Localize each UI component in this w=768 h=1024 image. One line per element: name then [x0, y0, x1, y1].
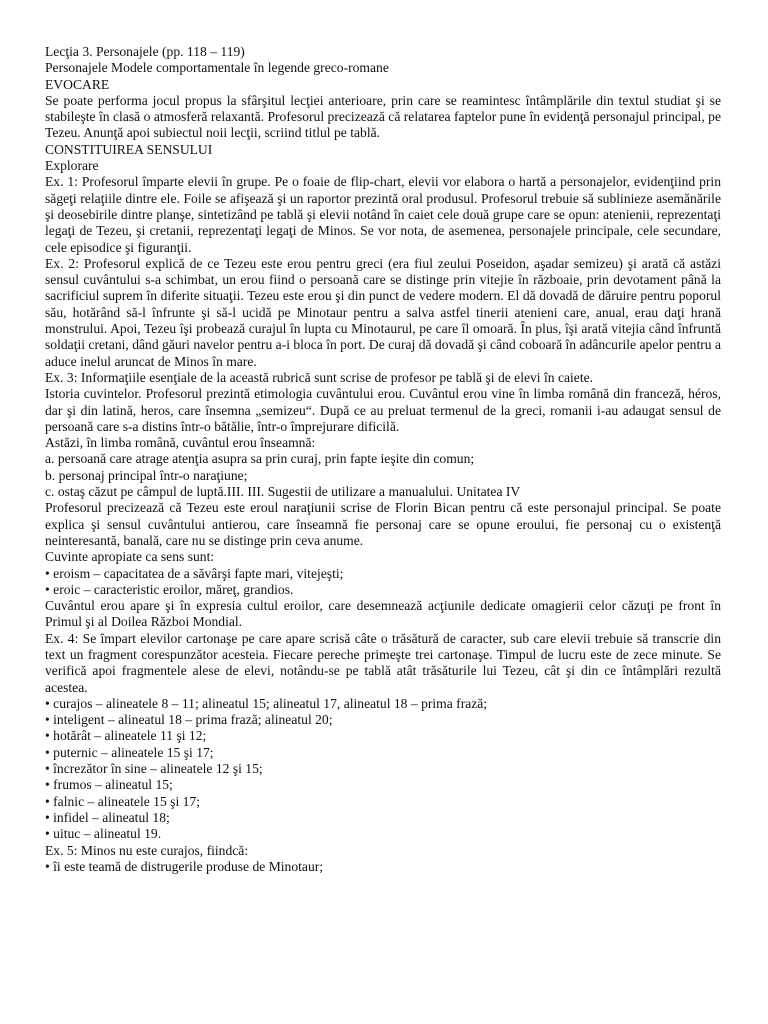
list-item: • infidel – alineatul 18;: [45, 809, 170, 825]
exercise-2-paragraph: Ex. 2: Profesorul explică de ce Tezeu este erou pentru greci (era fiul zeului Poseidon, aşadar semizeu) şi arată că astăzi sensul cuvântului s-a schimbat, un erou fiind o persoană care se distinge prin vitejie în războaie, prin devotament până la sacrificiul suprem în diferite situaţii. Tezeu este erou şi din punct de vedere modern. El dă dovadă de dăruire pentru poporul său, hotărând să-l înfrunte şi să-l ucidă pe Minotaur pentru a salva astfel tinerii atenieni care, anual, erau daţi hrană monstrului. Apoi, Tezeu îşi probează curajul în lupta cu Minotaurul, pe care îl omoară. În plus, îşi arată vitejia când înfruntă soldaţii cretani, dând găuri navelor pentru a-i bloca în port. De curaj dă dovadă şi când coboară în adâncurile apelor pentru a aduce inelul aruncat de Minos în mare.: [45, 255, 722, 369]
list-item: • uituc – alineatul 19.: [45, 826, 162, 842]
lesson-title: Lecţia 3. Personajele (pp. 118 – 119): [45, 44, 245, 59]
list-item: • eroism – capacitatea de a săvârşi fapte mari, vitejeşti;: [45, 565, 344, 581]
cuvinte-heading: Cuvinte apropiate ca sens sunt:: [45, 549, 215, 565]
evocare-heading: EVOCARE: [45, 76, 110, 92]
list-item: • frumos – alineatul 15;: [45, 777, 173, 793]
list-item: • îi este teamă de distrugerile produse de Minotaur;: [45, 858, 324, 874]
definition-b: b. personaj principal într-o naraţiune;: [45, 467, 248, 483]
expresia-paragraph: Cuvântul erou apare şi în expresia cultul eroilor, care desemnează acţiunile dedicate omagierii celor căzuţi pe front în Primul şi al Doilea Război Mondial.: [45, 598, 721, 630]
profesorul-paragraph: Profesorul precizează că Tezeu este eroul naraţiunii scrise de Florin Bican pentru că este personajul principal. Se poate explica şi sensul cuvântului antierou, care înseamnă fie personaj care se opune eroului, fie personaj cu o existenţă neinteresantă, banală, care nu se distinge prin ceva anume.: [45, 500, 721, 548]
lesson-subtitle: Personajele Modele comportamentale în legende greco-romane: [45, 60, 389, 76]
definition-c: c. ostaş căzut pe câmpul de luptă.III. III. Sugestii de utilizare a manualului. Unitatea IV: [45, 484, 521, 500]
document-page: [45, 44, 721, 875]
exercise-1-paragraph: Ex. 1: Profesorul împarte elevii în grupe. Pe o foaie de flip-chart, elevii vor elabora o hartă a personajelor, evidenţiind prin săgeţi relaţiile dintre ele. Foile se afişează şi un raportor prezintă oral produsul. Profesorul trebuie să sublinieze asemănările şi deosebirile dintre planşe, sintetizând pe tablă şi elevii notând în caiet cele două grupe care se opun: atenienii, reprezentaţi legaţi de Tezeu, şi cretanii, reprezentaţi legaţi de Minos. Se vor nota, de asemenea, personajele principale, cele secundare, cele episodice şi figuranţii.: [45, 174, 721, 255]
list-item: • curajos – alineatele 8 – 11; alineatul 15; alineatul 17, alineatul 18 – prima frază;: [45, 695, 488, 711]
explorare-label: Explorare: [45, 158, 99, 174]
exercise-4-paragraph: Ex. 4: Se împart elevilor cartonaşe pe care apare scrisă câte o trăsătură de caracter, sub care elevii trebuie să transcrie din text un fragment corespunzător acesteia. Fiecare pereche primeşte trei cartonaşe. Timpul de lucru este de zece minute. Se verifică apoi fragmentele alese de elevi, notându-se pe tablă atât trăsăturile lui Tezeu, cât şi din ce întâmplări rezultă acestea.: [45, 630, 721, 695]
list-item: • eroic – caracteristic eroilor, măreţ, grandios.: [45, 581, 294, 597]
exercise-5-line: Ex. 5: Minos nu este curajos, fiindcă:: [45, 842, 249, 858]
list-item: • încrezător în sine – alineatele 12 şi 15;: [45, 761, 263, 777]
list-item: • falnic – alineatele 15 şi 17;: [45, 793, 200, 809]
exercise-3-paragraph: Ex. 3: Informaţiile esenţiale de la această rubrică sunt scrise de profesor pe tablă şi de elevi în caiete.: [45, 369, 594, 385]
constituirea-heading: CONSTITUIREA SENSULUI: [45, 141, 213, 157]
list-item: • inteligent – alineatul 18 – prima frază; alineatul 20;: [45, 712, 333, 728]
list-item: • hotărât – alineatele 11 şi 12;: [45, 728, 207, 744]
list-item: • puternic – alineatele 15 şi 17;: [45, 744, 214, 760]
istoria-cuvintelor-paragraph: Istoria cuvintelor. Profesorul prezintă etimologia cuvântului erou. Cuvântul erou vine în limba română din franceză, héros, dar şi din latină, heros, care însemna „semizeu“. După ce au preluat termenul de la greci, romanii i-au adaugat sensul de persoană care s-a distins într-o bătălie, într-o împrejurare dificilă.: [45, 386, 721, 434]
definition-a: a. persoană care atrage atenţia asupra sa prin curaj, prin fapte ieşite din comun;: [45, 451, 475, 467]
evocare-paragraph: Se poate performa jocul propus la sfârşitul lecţiei anterioare, prin care se reamintesc întâmplările din textul studiat şi se stabileşte în clasă o atmosferă relaxantă. Profesorul precizează că relatarea faptelor pune în evidenţă personajul principal, pe Tezeu. Anunţă apoi subiectul noii lecţii, scriind titlul pe tablă.: [45, 92, 721, 141]
astazi-line: Astăzi, în limba română, cuvântul erou înseamnă:: [45, 435, 316, 451]
